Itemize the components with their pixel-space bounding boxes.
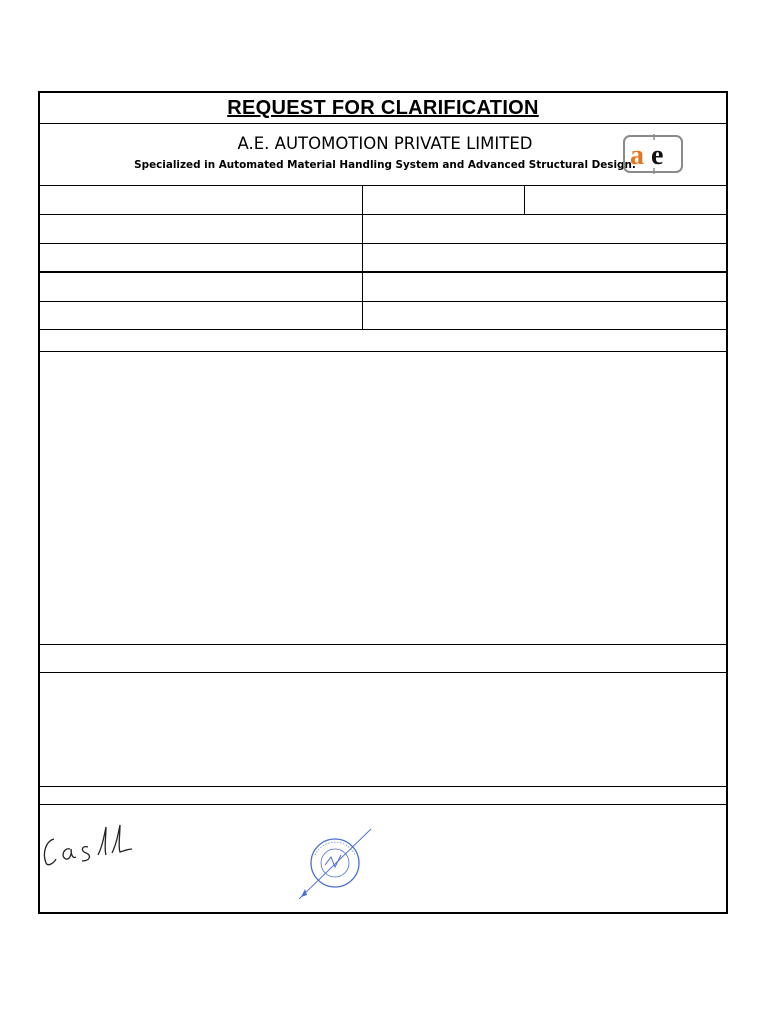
- company-logo: [620, 134, 684, 174]
- company-header: [40, 124, 726, 186]
- form-row-2: [40, 215, 726, 244]
- company-stamp: [295, 825, 375, 901]
- form-title: REQUEST FOR CLARIFICATION: [227, 96, 539, 119]
- form-row-3: [40, 244, 726, 273]
- signature-header-row: [40, 787, 726, 805]
- query-header-row: [40, 330, 726, 352]
- reply-body: [40, 673, 726, 787]
- form-row-4: [40, 273, 726, 302]
- svg-text:a: a: [630, 140, 644, 171]
- clarification-form: [38, 91, 728, 914]
- company-name: A.E. AUTOMOTION PRIVATE LIMITED: [237, 134, 533, 153]
- form-title-row: [40, 93, 726, 124]
- query-body: [40, 352, 726, 645]
- form-row-1: [40, 186, 726, 215]
- company-tagline: Specialized in Automated Material Handling System and Advanced Structural Design.: [134, 159, 636, 171]
- form-row-5: [40, 302, 726, 330]
- handwritten-signature: [40, 819, 138, 869]
- signature-area: [40, 805, 726, 912]
- reply-header-row: [40, 645, 726, 673]
- svg-text:e: e: [651, 140, 664, 171]
